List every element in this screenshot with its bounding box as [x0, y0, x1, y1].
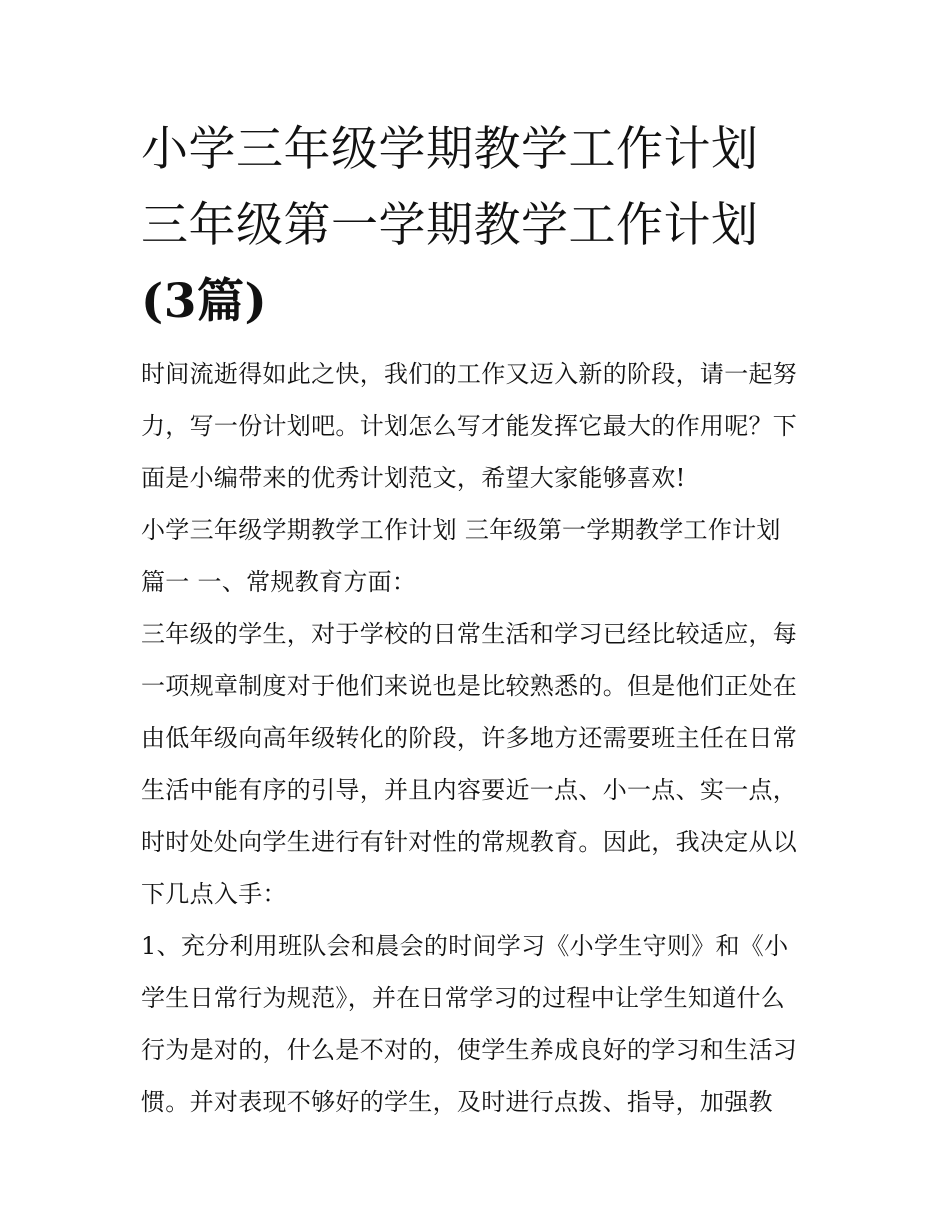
title-line-3: (3篇) — [141, 274, 268, 329]
body-line-3: 面是小编带来的优秀计划范文，希望大家能够喜欢! — [141, 464, 686, 492]
title-line-1: 小学三年级学期教学工作计划 — [141, 122, 759, 177]
body-line-10: 时时处处向学生进行有针对性的常规教育。因此，我决定从以 — [141, 828, 798, 856]
body-line-15: 惯。并对表现不够好的学生，及时进行点拨、指导，加强教 — [141, 1088, 773, 1116]
body-line-4: 小学三年级学期教学工作计划 三年级第一学期教学工作计划 — [141, 516, 781, 544]
body-line-7: 一项规章制度对于他们来说也是比较熟悉的。但是他们正处在 — [141, 672, 798, 700]
body-line-12: 1、充分利用班队会和晨会的时间学习《小学生守则》和《小 — [141, 932, 789, 960]
body-line-11: 下几点入手： — [141, 880, 287, 908]
body-line-13: 学生日常行为规范》，并在日常学习的过程中让学生知道什么 — [141, 984, 786, 1012]
body-line-6: 三年级的学生，对于学校的日常生活和学习已经比较适应，每 — [141, 620, 798, 648]
document-body — [141, 348, 813, 1128]
body-line-5: 篇一 一、常规教育方面： — [141, 568, 417, 596]
document-page — [141, 112, 813, 1128]
title-line-2: 三年级第一学期教学工作计划 — [141, 198, 759, 253]
body-line-8: 由低年级向高年级转化的阶段，许多地方还需要班主任在日常 — [141, 724, 798, 752]
body-line-14: 行为是对的，什么是不对的，使学生养成良好的学习和生活习 — [141, 1036, 798, 1064]
body-line-1: 时间流逝得如此之快，我们的工作又迈入新的阶段，请一起努 — [141, 360, 798, 388]
document-title — [141, 112, 813, 340]
body-line-9: 生活中能有序的引导，并且内容要近一点、小一点、实一点， — [141, 776, 798, 804]
body-line-2: 力，写一份计划吧。计划怎么写才能发挥它最大的作用呢？下 — [141, 412, 798, 440]
